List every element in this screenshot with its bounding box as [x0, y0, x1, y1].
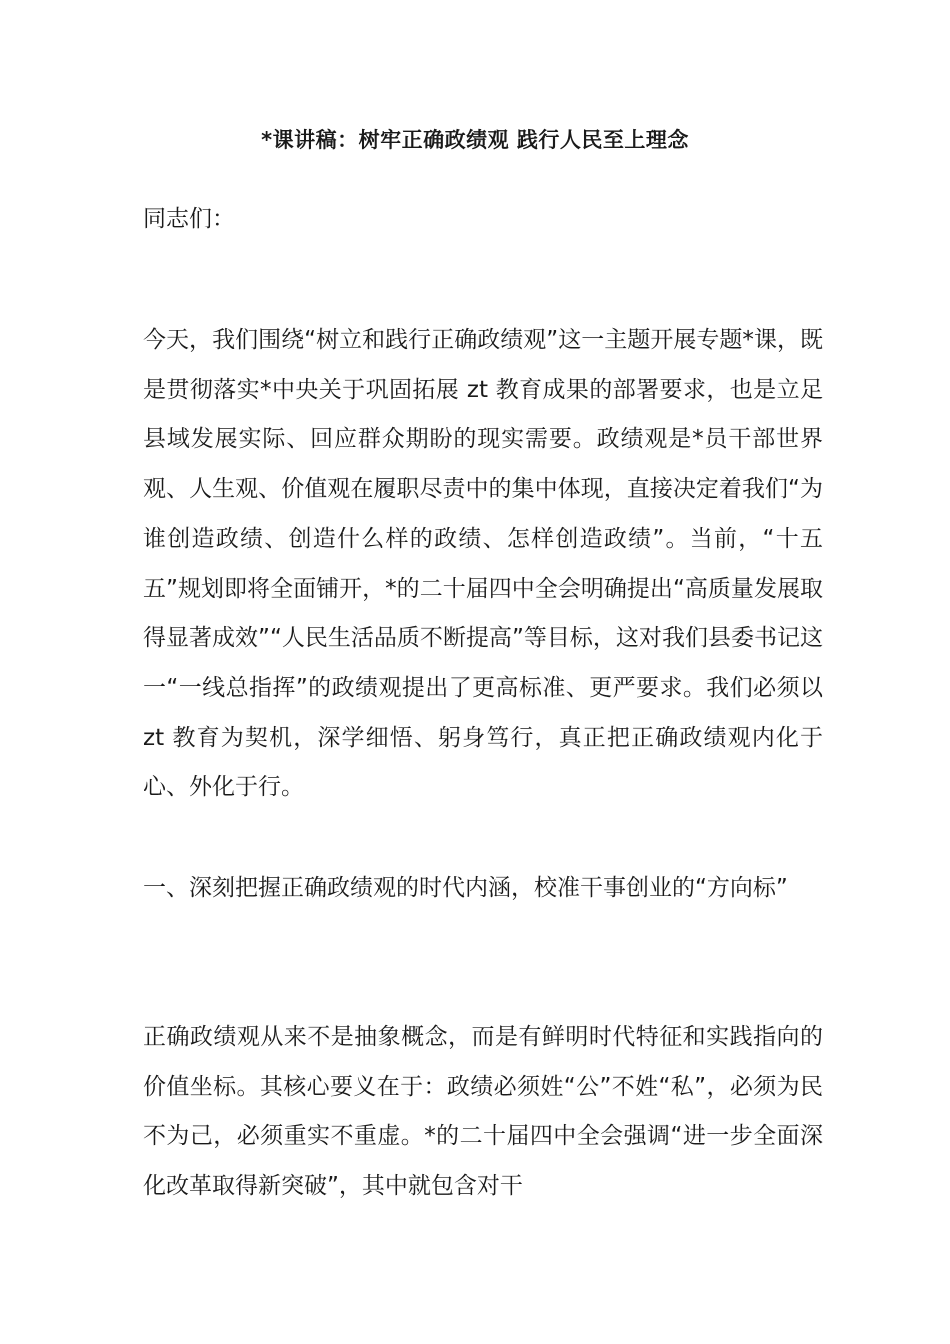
greeting: 同志们：: [143, 206, 235, 232]
intro-paragraph: 今天，我们围绕“树立和践行正确政绩观”这一主题开展专题*课，既是贯彻落实*中央关于巩固拓展 zt 教育成果的部署要求，也是立足县域发展实际、回应群众期盼的现实需要。政绩观是*员干部世界观、人生观、价值观在履职尽责中的集中体现，直接决定着我们“为谁创造政绩、创造什么样的政绩、怎样创造政绩”。当前，“十五五”规划即将全面铺开，*的二十届四中全会明确提出“高质量发展取得显著成效”“人民生活品质不断提高”等目标，这对我们县委书记这一“一线总指挥”的政绩观提出了更高标准、更严要求。我们必须以 zt 教育为契机，深学细悟、躬身笃行，真正把正确政绩观内化于心、外化于行。: [143, 327, 823, 801]
section-1-paragraph: 正确政绩观从来不是抽象概念，而是有鲜明时代特征和实践指向的价值坐标。其核心要义在于：政绩必须姓“公”不姓“私”，必须为民不为己，必须重实不重虚。*的二十届四中全会强调“进一步全面深化改革取得新突破”，其中就包含对干: [143, 1024, 823, 1200]
section-heading-1: 一、深刻把握正确政绩观的时代内涵，校准干事创业的“方向标”: [143, 875, 788, 901]
document-title: *课讲稿：树牢正确政绩观 践行人民至上理念: [261, 128, 689, 152]
